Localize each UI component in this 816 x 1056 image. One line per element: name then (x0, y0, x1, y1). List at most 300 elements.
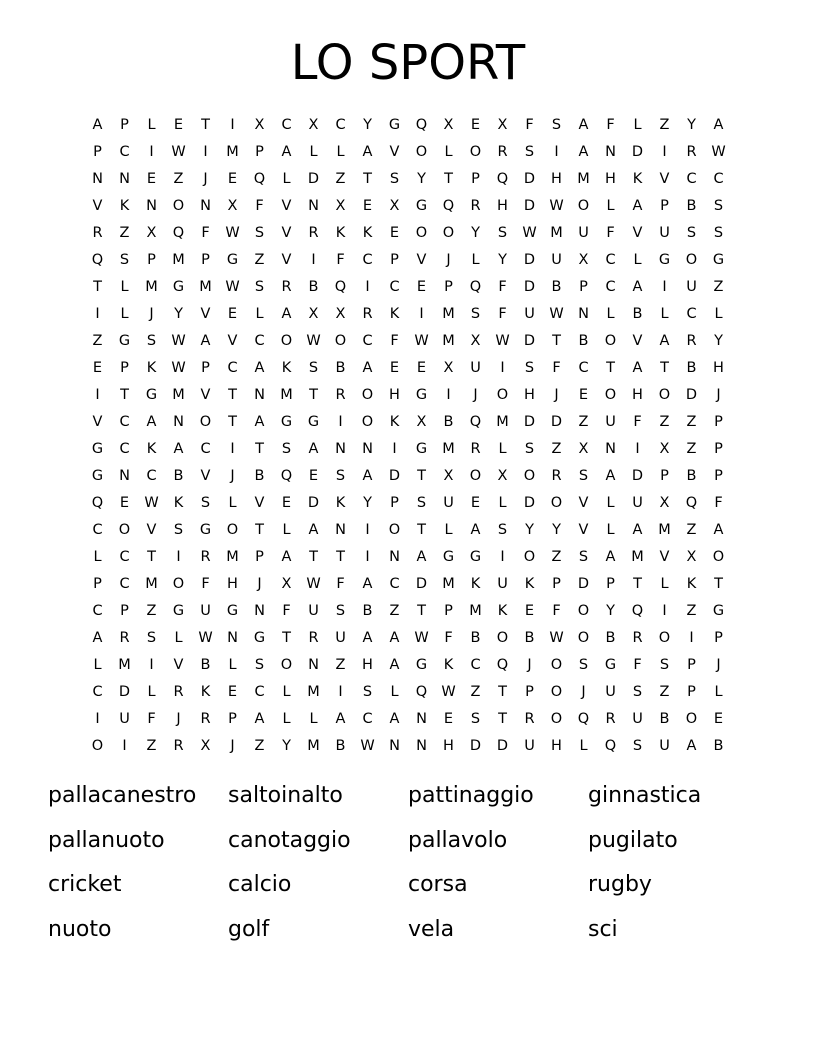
grid-letter: P (714, 414, 723, 430)
grid-letter: C (362, 711, 373, 727)
grid-row (84, 247, 732, 274)
grid-row (84, 733, 732, 760)
grid-letter: R (686, 333, 697, 349)
grid-letter: V (632, 333, 643, 349)
grid-letter: A (335, 711, 346, 727)
grid-letter: I (419, 306, 424, 322)
grid-letter: F (336, 252, 345, 268)
grid-letter: P (444, 279, 453, 295)
grid-letter: U (659, 738, 670, 754)
grid-letter: F (606, 117, 615, 133)
grid-letter: R (200, 549, 211, 565)
grid-letter: L (579, 738, 588, 754)
grid-letter: F (498, 279, 507, 295)
grid-letter: P (255, 549, 264, 565)
grid-letter: W (144, 495, 159, 511)
grid-letter: A (632, 198, 643, 214)
page-title: LO SPORT (290, 35, 526, 91)
grid-letter: O (658, 387, 671, 403)
grid-letter: N (335, 522, 346, 538)
grid-letter: A (362, 360, 373, 376)
grid-letter: D (631, 468, 644, 484)
grid-letter: L (498, 441, 507, 457)
grid-letter: P (714, 468, 723, 484)
grid-letter: X (659, 441, 670, 457)
grid-letter: O (280, 333, 293, 349)
grid-letter: W (549, 306, 564, 322)
grid-letter: Q (631, 603, 644, 619)
grid-letter: T (714, 576, 723, 592)
grid-letter: Z (119, 225, 130, 241)
grid-letter: I (365, 549, 370, 565)
grid-letter: Z (659, 414, 670, 430)
grid-letter: U (659, 225, 670, 241)
grid-letter: B (632, 306, 643, 322)
grid-letter: Z (713, 279, 724, 295)
grid-letter: S (281, 441, 292, 457)
word-list-item: ginnastica (588, 783, 702, 808)
grid-row (84, 706, 732, 733)
grid-letter: L (309, 711, 318, 727)
grid-letter: M (550, 225, 563, 241)
grid-letter: C (389, 576, 400, 592)
grid-letter: Z (659, 684, 670, 700)
grid-letter: H (632, 387, 643, 403)
grid-letter: B (335, 738, 346, 754)
grid-letter: F (201, 225, 210, 241)
grid-letter: M (118, 657, 131, 673)
grid-letter: Z (254, 252, 265, 268)
grid-letter: O (334, 333, 347, 349)
grid-letter: C (92, 603, 103, 619)
grid-letter: P (120, 360, 129, 376)
grid-letter: D (307, 495, 320, 511)
grid-letter: C (119, 549, 130, 565)
grid-letter: J (446, 252, 451, 268)
grid-letter: Z (551, 549, 562, 565)
grid-letter: R (362, 306, 373, 322)
grid-letter: L (282, 171, 291, 187)
grid-letter: D (415, 576, 428, 592)
grid-letter: A (713, 522, 724, 538)
grid-letter: C (92, 684, 103, 700)
grid-letter: X (659, 495, 670, 511)
grid-letter: C (281, 117, 292, 133)
grid-row (84, 382, 732, 409)
word-list-item: golf (228, 916, 270, 942)
grid-letter: O (388, 522, 401, 538)
grid-letter: A (605, 549, 616, 565)
grid-letter: T (660, 360, 669, 376)
grid-letter: S (470, 711, 481, 727)
grid-letter: Z (254, 738, 265, 754)
grid-letter: T (363, 171, 372, 187)
grid-letter: U (686, 279, 697, 295)
grid-letter: D (307, 171, 320, 187)
grid-letter: G (280, 414, 293, 430)
grid-letter: H (497, 198, 508, 214)
grid-letter: C (146, 468, 157, 484)
grid-letter: S (335, 468, 346, 484)
grid-letter: O (658, 630, 671, 646)
word-list-item: vela (408, 916, 455, 942)
grid-row (84, 544, 732, 571)
grid-letter: Y (471, 225, 480, 241)
grid-letter: O (550, 657, 563, 673)
grid-letter: A (362, 630, 373, 646)
grid-letter: E (227, 171, 238, 187)
grid-letter: G (199, 522, 212, 538)
grid-letter: O (550, 495, 563, 511)
grid-letter: S (578, 657, 589, 673)
grid-letter: S (524, 144, 535, 160)
grid-row (84, 463, 732, 490)
grid-letter: T (120, 387, 129, 403)
grid-letter: B (362, 603, 373, 619)
grid-letter: N (119, 468, 130, 484)
grid-letter: Y (363, 495, 372, 511)
grid-letter: T (417, 468, 426, 484)
grid-letter: E (362, 198, 373, 214)
grid-letter: S (551, 117, 562, 133)
grid-letter: N (92, 171, 103, 187)
grid-letter: R (470, 198, 481, 214)
grid-letter: A (578, 144, 589, 160)
grid-letter: E (146, 171, 157, 187)
grid-letter: L (336, 144, 345, 160)
grid-letter: X (578, 252, 589, 268)
grid-letter: Q (685, 495, 698, 511)
grid-letter: S (146, 333, 157, 349)
grid-letter: O (442, 225, 455, 241)
grid-letter: A (632, 522, 643, 538)
grid-letter: T (147, 549, 156, 565)
grid-letter: R (308, 225, 319, 241)
grid-letter: X (578, 441, 589, 457)
grid-letter: G (469, 549, 482, 565)
grid-letter: N (173, 414, 184, 430)
grid-letter: L (93, 549, 102, 565)
word-list-item: calcio (228, 872, 292, 897)
grid-letter: I (662, 603, 667, 619)
grid-letter: H (713, 360, 724, 376)
grid-letter: U (632, 495, 643, 511)
grid-letter: B (686, 198, 697, 214)
grid-letter: L (228, 657, 237, 673)
grid-letter: X (416, 414, 427, 430)
grid-row (84, 409, 732, 436)
grid-letter: K (335, 225, 346, 241)
grid-letter: B (335, 360, 346, 376)
grid-letter: O (91, 738, 104, 754)
grid-letter: B (713, 738, 724, 754)
grid-letter: I (446, 387, 451, 403)
grid-letter: H (605, 171, 616, 187)
grid-letter: N (308, 198, 319, 214)
grid-letter: P (120, 117, 129, 133)
word-list-item: pallavolo (408, 827, 508, 853)
grid-letter: X (443, 360, 454, 376)
grid-letter: O (496, 387, 509, 403)
grid-letter: J (230, 738, 235, 754)
grid-letter: C (605, 279, 616, 295)
grid-letter: Z (92, 333, 103, 349)
grid-letter: I (365, 279, 370, 295)
grid-letter: E (92, 360, 103, 376)
grid-letter: P (660, 198, 669, 214)
grid-letter: Y (363, 117, 372, 133)
grid-letter: F (633, 414, 642, 430)
grid-letter: P (255, 144, 264, 160)
grid-letter: M (631, 549, 644, 565)
grid-letter: S (200, 495, 211, 511)
grid-letter: T (309, 549, 318, 565)
grid-row (84, 193, 732, 220)
grid-letter: S (713, 198, 724, 214)
grid-letter: H (524, 387, 535, 403)
grid-letter: L (660, 306, 669, 322)
grid-letter: Z (335, 171, 346, 187)
grid-letter: C (119, 414, 130, 430)
grid-letter: R (308, 630, 319, 646)
grid-letter: X (200, 738, 211, 754)
grid-letter: J (527, 657, 532, 673)
grid-letter: C (362, 333, 373, 349)
grid-letter: H (389, 387, 400, 403)
grid-letter: A (281, 549, 292, 565)
grid-letter: J (554, 387, 559, 403)
grid-letter: Z (659, 117, 670, 133)
grid-letter: H (362, 657, 373, 673)
grid-letter: W (441, 684, 456, 700)
grid-letter: A (92, 117, 103, 133)
grid-letter: S (578, 549, 589, 565)
grid-letter: M (172, 252, 185, 268)
grid-letter: D (523, 252, 536, 268)
grid-letter: W (549, 198, 564, 214)
grid-letter: A (308, 522, 319, 538)
grid-letter: E (389, 360, 400, 376)
grid-letter: H (551, 171, 562, 187)
grid-letter: A (659, 333, 670, 349)
grid-letter: L (606, 522, 615, 538)
grid-letter: N (389, 549, 400, 565)
grid-letter: X (227, 198, 238, 214)
grid-letter: N (254, 603, 265, 619)
grid-letter: N (335, 441, 346, 457)
grid-letter: M (307, 684, 320, 700)
grid-letter: V (578, 495, 589, 511)
grid-letter: S (308, 360, 319, 376)
grid-letter: O (577, 603, 590, 619)
grid-letter: T (336, 549, 345, 565)
grid-letter: Q (415, 117, 428, 133)
grid-letter: U (632, 711, 643, 727)
grid-letter: M (226, 144, 239, 160)
grid-letter: Z (686, 603, 697, 619)
grid-letter: F (552, 360, 561, 376)
grid-letter: A (362, 576, 373, 592)
grid-letter: C (227, 360, 238, 376)
grid-letter: S (254, 279, 265, 295)
grid-letter: V (659, 171, 670, 187)
grid-letter: H (551, 738, 562, 754)
grid-letter: F (444, 630, 453, 646)
grid-letter: B (173, 468, 184, 484)
grid-row (84, 517, 732, 544)
grid-letter: K (389, 306, 400, 322)
grid-letter: O (712, 549, 725, 565)
grid-letter: N (146, 198, 157, 214)
grid-letter: Y (498, 252, 507, 268)
grid-letter: U (524, 738, 535, 754)
word-list-item: pallacanestro (48, 783, 197, 808)
grid-letter: B (659, 711, 670, 727)
grid-letter: F (201, 576, 210, 592)
grid-letter: L (606, 306, 615, 322)
grid-letter: N (308, 657, 319, 673)
grid-letter: X (146, 225, 157, 241)
word-list-item: pallanuoto (48, 827, 165, 853)
grid-letter: P (660, 468, 669, 484)
grid-letter: G (712, 252, 725, 268)
grid-letter: P (201, 360, 210, 376)
grid-letter: D (631, 144, 644, 160)
grid-letter: Q (469, 279, 482, 295)
grid-letter: G (118, 333, 131, 349)
grid-letter: L (282, 711, 291, 727)
grid-letter: T (228, 387, 237, 403)
grid-letter: Y (714, 333, 723, 349)
grid-row (84, 652, 732, 679)
grid-letter: U (119, 711, 130, 727)
grid-letter: Q (604, 738, 617, 754)
grid-letter: E (281, 495, 292, 511)
grid-letter: M (172, 387, 185, 403)
grid-letter: N (254, 387, 265, 403)
grid-letter: R (605, 711, 616, 727)
grid-row (84, 571, 732, 598)
grid-letter: I (635, 441, 640, 457)
grid-letter: T (201, 117, 210, 133)
grid-letter: C (605, 252, 616, 268)
grid-letter: L (174, 630, 183, 646)
grid-letter: U (605, 414, 616, 430)
grid-letter: L (606, 198, 615, 214)
grid-letter: V (578, 522, 589, 538)
grid-letter: W (306, 576, 321, 592)
grid-letter: S (362, 684, 373, 700)
grid-letter: G (388, 117, 401, 133)
grid-letter: L (309, 144, 318, 160)
grid-letter: M (469, 603, 482, 619)
grid-letter: M (442, 333, 455, 349)
grid-letter: C (200, 441, 211, 457)
word-list-item: sci (588, 916, 618, 942)
grid-row (84, 274, 732, 301)
grid-letter: P (687, 657, 696, 673)
grid-letter: Z (551, 441, 562, 457)
grid-letter: X (497, 117, 508, 133)
grid-letter: I (689, 630, 694, 646)
grid-letter: M (442, 576, 455, 592)
grid-letter: Y (525, 522, 534, 538)
grid-letter: W (549, 630, 564, 646)
grid-letter: L (255, 306, 264, 322)
grid-letter: Q (280, 468, 293, 484)
grid-letter: U (470, 360, 481, 376)
grid-letter: L (498, 495, 507, 511)
grid-letter: W (306, 333, 321, 349)
grid-row (84, 679, 732, 706)
grid-letter: F (525, 117, 534, 133)
grid-letter: P (714, 630, 723, 646)
grid-letter: D (523, 279, 536, 295)
grid-letter: L (93, 657, 102, 673)
grid-letter: E (227, 306, 238, 322)
grid-letter: K (281, 360, 292, 376)
grid-letter: X (308, 117, 319, 133)
grid-letter: T (606, 360, 615, 376)
grid-letter: B (605, 630, 616, 646)
grid-letter: P (201, 252, 210, 268)
grid-letter: I (662, 279, 667, 295)
grid-letter: N (119, 171, 130, 187)
grid-letter: R (92, 225, 103, 241)
grid-letter: E (470, 117, 481, 133)
grid-letter: Z (686, 522, 697, 538)
grid-letter: F (282, 603, 291, 619)
grid-letter: W (225, 225, 240, 241)
grid-letter: P (228, 711, 237, 727)
grid-letter: Z (389, 603, 400, 619)
grid-row (84, 490, 732, 517)
grid-letter: G (91, 468, 104, 484)
grid-letter: Y (687, 117, 696, 133)
grid-letter: L (444, 522, 453, 538)
grid-letter: A (632, 360, 643, 376)
grid-letter: P (552, 576, 561, 592)
grid-letter: N (227, 630, 238, 646)
grid-letter: N (416, 711, 427, 727)
grid-letter: S (146, 630, 157, 646)
word-list (48, 774, 768, 952)
grid-letter: G (172, 603, 185, 619)
grid-letter: O (577, 198, 590, 214)
grid-letter: J (716, 387, 721, 403)
grid-letter: O (361, 387, 374, 403)
grid-letter: R (200, 711, 211, 727)
grid-letter: J (176, 711, 181, 727)
grid-letter: R (173, 738, 184, 754)
grid-letter: Z (686, 441, 697, 457)
grid-letter: X (335, 306, 346, 322)
grid-letter: C (92, 522, 103, 538)
grid-letter: S (470, 306, 481, 322)
grid-letter: X (443, 468, 454, 484)
grid-letter: A (713, 117, 724, 133)
grid-letter: P (444, 603, 453, 619)
grid-letter: C (686, 306, 697, 322)
grid-letter: P (579, 279, 588, 295)
grid-letter: Y (174, 306, 183, 322)
grid-letter: X (281, 576, 292, 592)
grid-letter: B (254, 468, 265, 484)
grid-letter: P (390, 252, 399, 268)
grid-letter: T (93, 279, 102, 295)
grid-letter: I (365, 522, 370, 538)
grid-letter: W (414, 333, 429, 349)
